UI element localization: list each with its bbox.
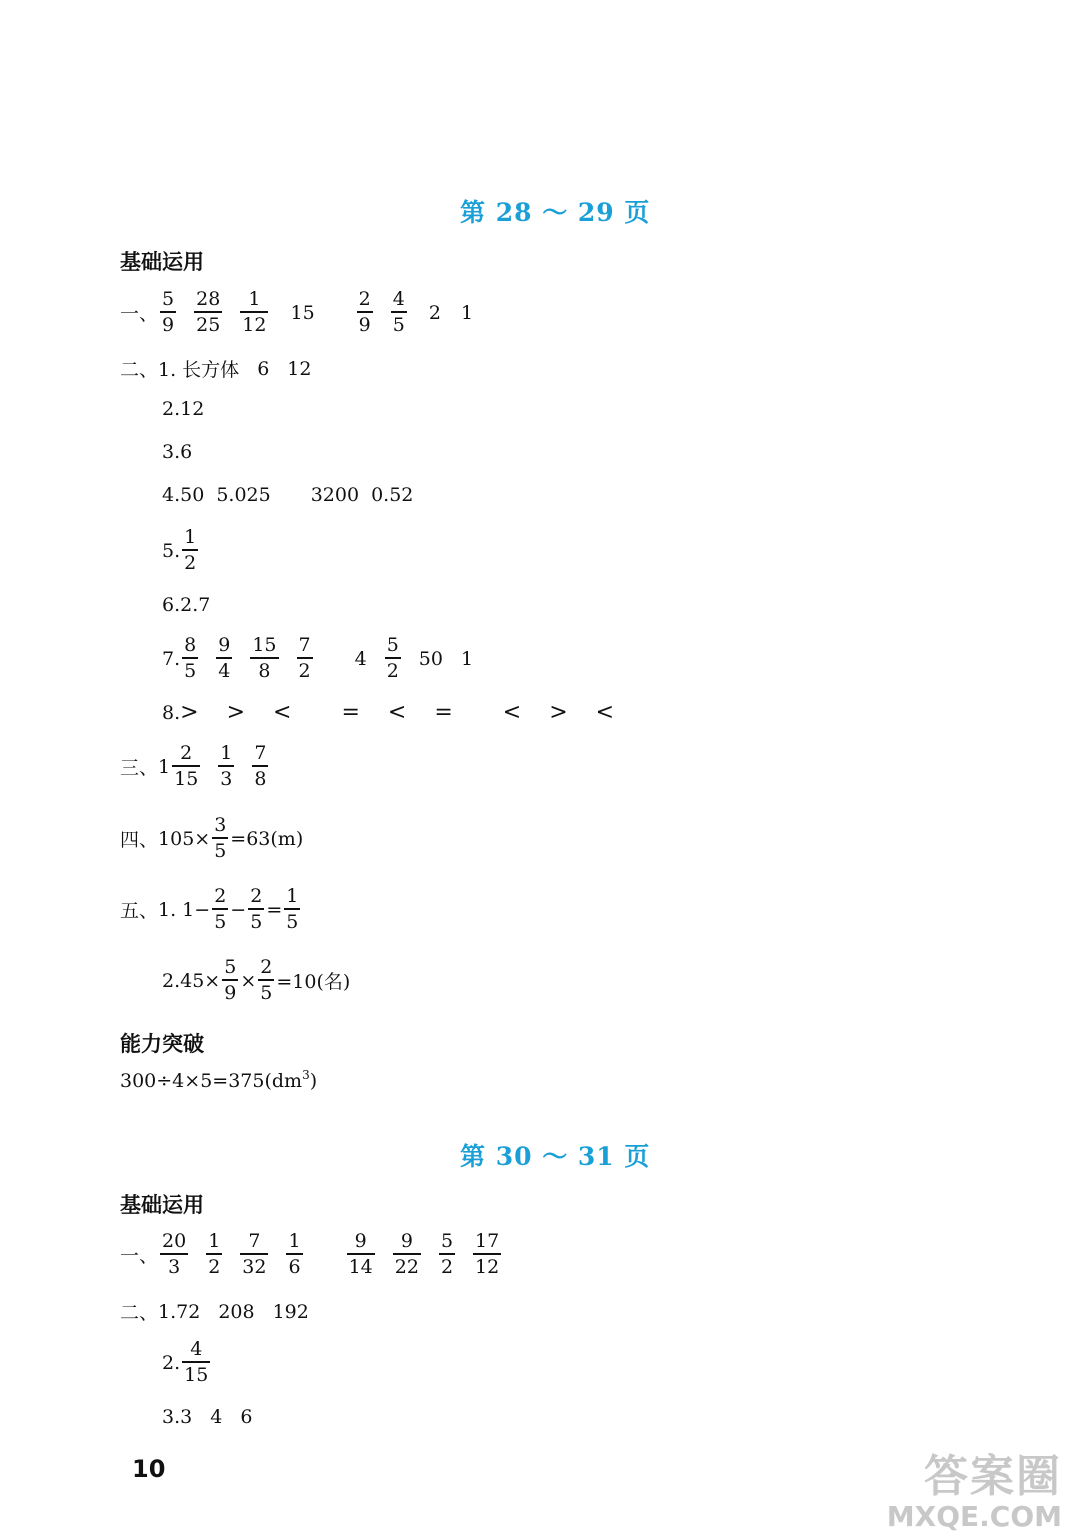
fraction: $\frac{5}{2}$ (440, 1230, 454, 1278)
answer-line-s2-q2-1: 二、 1.72 208 192 (120, 1300, 309, 1324)
fraction: $\frac{4}{15}$ (184, 1338, 209, 1386)
answer-line-q6: 300÷4×5=375(dm $^3$ ) (120, 1068, 318, 1092)
section-title-28-29: 第 28 ～ 29 页 (460, 198, 651, 227)
fraction: $\frac{8}{5}$ (184, 634, 197, 682)
fraction: $\frac{1}{2}$ (184, 526, 197, 574)
section-heading-basic-2: 基础运用 (120, 1192, 204, 1217)
fraction: $\frac{17}{12}$ (475, 1230, 500, 1278)
answer-line-s2-q2-2: 2. $\frac{4}{15}$ (162, 1338, 209, 1386)
fraction: $\frac{4}{5}$ (392, 288, 405, 336)
answer-line-q2-8: 8. > > < = < = < > < (162, 700, 615, 725)
watermark-url: MXQE.COM (886, 1500, 1062, 1533)
answer-text: 1. 长方体 (158, 359, 240, 381)
fraction: $\frac{7}{8}$ (254, 742, 267, 790)
answer-value: 2 (428, 301, 441, 324)
page-number: 10 (132, 1455, 166, 1483)
fraction: $\frac{1}{2}$ (208, 1230, 221, 1278)
answer-line-q2-5: 5. $\frac{1}{2}$ (162, 526, 197, 574)
answer-line-s2-q2-3: 3.3 4 6 (162, 1406, 253, 1428)
question-label: 一、 (120, 303, 159, 325)
answer-line-q2-3: 3.6 (162, 441, 193, 463)
fraction: $\frac{2}{9}$ (358, 288, 371, 336)
answer-value: 1 (460, 301, 474, 324)
fraction: $\frac{5}{9}$ (162, 288, 175, 336)
answer-line-q2-2: 2.12 (162, 398, 205, 420)
fraction: $\frac{15}{8}$ (252, 634, 277, 682)
answer-value: 6 (257, 357, 270, 380)
answer-line-s2-q1: 一、 $\frac{20}{3}$ $\frac{1}{2}$ $\frac{7}{32}$ $\frac{1}{6}$ $\frac{9}{14}$ $\frac{9}{22}$ $\frac{5}{2}$ $\frac{17}{12}$ (120, 1230, 500, 1278)
fraction: $\frac{2}{15}$ (174, 742, 199, 790)
fraction: $\frac{1}{3}$ (220, 742, 233, 790)
fraction: $\frac{9}{4}$ (218, 634, 231, 682)
answer-value: 15 (290, 301, 315, 324)
answer-value: 12 (287, 357, 312, 380)
fraction: $\frac{1}{5}$ (286, 885, 299, 933)
fraction: $\frac{3}{5}$ (214, 814, 227, 862)
answer-line-q2-6: 6.2.7 (162, 594, 211, 616)
fraction: $\frac{2}{5}$ (250, 885, 263, 933)
answer-line-q2-4: 4.50 5.025 3200 0.52 (162, 484, 414, 506)
fraction: $\frac{2}{5}$ (214, 885, 227, 933)
answer-line-q1 (120, 290, 473, 335)
fraction: $\frac{9}{14}$ (348, 1230, 373, 1278)
fraction: $\frac{9}{22}$ (394, 1230, 419, 1278)
fraction: $\frac{2}{5}$ (260, 956, 273, 1004)
section-heading-basic: 基础运用 (120, 249, 204, 274)
answer-line-q3: 三、 1 $\frac{2}{15}$ $\frac{1}{3}$ $\frac{7}{8}$ (120, 742, 267, 790)
answer-line-q5-2: 2.45× $\frac{5}{9}$ × $\frac{2}{5}$ =10(名) (162, 956, 351, 1004)
fraction: $\frac{28}{25}$ (196, 288, 221, 336)
question-label: 二、 (120, 359, 159, 381)
fraction: $\frac{7}{32}$ (242, 1230, 267, 1278)
answer-line-q2-7: 7. $\frac{8}{5}$ $\frac{9}{4}$ $\frac{15}{8}$ $\frac{7}{2}$ 4 $\frac{5}{2}$ 50 1 (162, 634, 474, 682)
fraction: $\frac{5}{9}$ (224, 956, 237, 1004)
fraction: $\frac{1}{6}$ (288, 1230, 301, 1278)
answer-line-q4: 四、 105× $\frac{3}{5}$ =63(m) (120, 814, 304, 862)
answer-line-q5-1: 五、 1. 1− $\frac{2}{5}$ − $\frac{2}{5}$ = $\frac{1}{5}$ (120, 885, 299, 933)
section-heading-ability: 能力突破 (120, 1031, 204, 1056)
fraction: $\frac{20}{3}$ (162, 1230, 187, 1278)
fraction: $\frac{5}{2}$ (386, 634, 399, 682)
section-title-30-31: 第 30 ～ 31 页 (460, 1142, 651, 1171)
fraction: $\frac{7}{2}$ (298, 634, 311, 682)
watermark-logo: 答案圈 (924, 1451, 1062, 1502)
answer-line-q2-1 (120, 355, 311, 382)
fraction: $\frac{1}{12}$ (242, 288, 267, 336)
